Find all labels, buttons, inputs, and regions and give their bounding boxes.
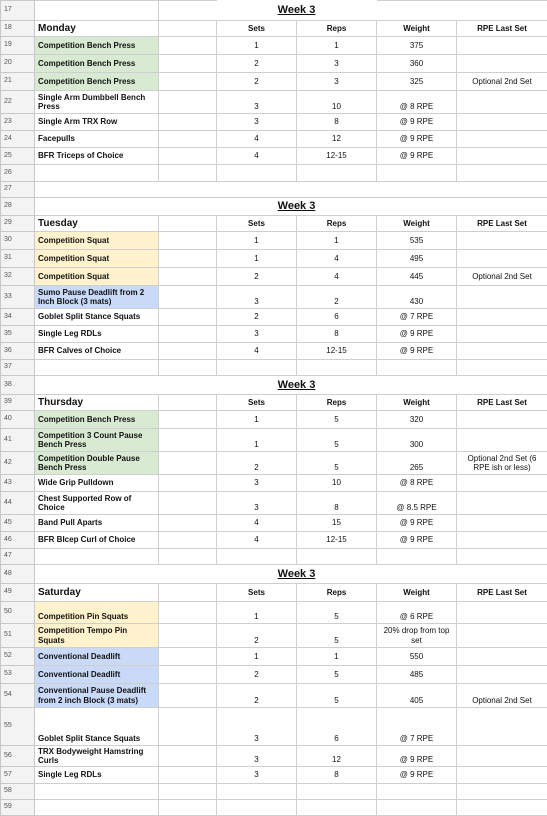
cell[interactable]	[159, 114, 217, 131]
header-reps[interactable]: Reps	[297, 395, 377, 411]
row-number[interactable]: 20	[1, 55, 35, 73]
reps-cell[interactable]: 4	[297, 268, 377, 286]
cell[interactable]	[159, 767, 217, 784]
row-number[interactable]: 37	[1, 360, 35, 376]
cell[interactable]	[159, 515, 217, 532]
day-name-tuesday[interactable]: Tuesday	[35, 216, 159, 232]
sets-cell[interactable]: 4	[217, 343, 297, 360]
cell[interactable]	[159, 21, 217, 37]
exercise-name[interactable]: Competition Bench Press	[35, 73, 159, 91]
exercise-name[interactable]: Wide Grip Pulldown	[35, 475, 159, 492]
cell[interactable]	[457, 182, 547, 198]
cell[interactable]	[159, 452, 217, 475]
reps-cell[interactable]: 12-15	[297, 532, 377, 549]
rpe-cell[interactable]	[457, 37, 547, 55]
row-number[interactable]: 59	[1, 800, 35, 816]
week-title[interactable]: Week 3	[217, 1, 377, 21]
cell[interactable]	[377, 182, 457, 198]
cell[interactable]	[159, 286, 217, 309]
rpe-cell[interactable]	[457, 648, 547, 666]
exercise-name[interactable]: Conventional Deadlift	[35, 666, 159, 684]
header-rpe[interactable]: RPE Last Set	[457, 395, 547, 411]
cell[interactable]	[35, 1, 159, 21]
cell[interactable]	[159, 429, 217, 452]
cell[interactable]	[457, 198, 547, 216]
sets-cell[interactable]: 3	[217, 286, 297, 309]
cell[interactable]	[35, 165, 159, 182]
cell[interactable]	[159, 309, 217, 326]
week-title[interactable]: Week 3	[217, 376, 377, 395]
weight-cell[interactable]: 405	[377, 684, 457, 708]
cell[interactable]	[159, 602, 217, 624]
row-number[interactable]: 49	[1, 584, 35, 602]
row-number[interactable]: 29	[1, 216, 35, 232]
row-number[interactable]: 42	[1, 452, 35, 475]
cell[interactable]	[159, 376, 217, 395]
cell[interactable]	[457, 1, 547, 21]
week-title[interactable]: Week 3	[217, 565, 377, 584]
day-name-monday[interactable]: Monday	[35, 21, 159, 37]
cell[interactable]	[159, 475, 217, 492]
cell[interactable]	[159, 360, 217, 376]
weight-cell[interactable]: @ 9 RPE	[377, 515, 457, 532]
header-rpe[interactable]: RPE Last Set	[457, 21, 547, 37]
sets-cell[interactable]: 4	[217, 131, 297, 148]
weight-cell[interactable]: @ 7 RPE	[377, 309, 457, 326]
exercise-name[interactable]: BFR Triceps of Choice	[35, 148, 159, 165]
weight-cell[interactable]: 300	[377, 429, 457, 452]
cell[interactable]	[297, 165, 377, 182]
exercise-name[interactable]: Competition Double Pause Bench Press	[35, 452, 159, 475]
rpe-cell[interactable]	[457, 343, 547, 360]
exercise-name[interactable]: BFR BIcep Curl of Choice	[35, 532, 159, 549]
reps-cell[interactable]: 8	[297, 492, 377, 515]
row-number[interactable]: 53	[1, 666, 35, 684]
sets-cell[interactable]: 3	[217, 746, 297, 767]
header-reps[interactable]: Reps	[297, 216, 377, 232]
cell[interactable]	[457, 360, 547, 376]
cell[interactable]	[159, 182, 217, 198]
reps-cell[interactable]: 5	[297, 411, 377, 429]
reps-cell[interactable]: 1	[297, 232, 377, 250]
reps-cell[interactable]: 12-15	[297, 343, 377, 360]
sets-cell[interactable]: 2	[217, 309, 297, 326]
row-number[interactable]: 28	[1, 198, 35, 216]
exercise-name[interactable]: Sumo Pause Deadlift from 2 Inch Block (3 mats)	[35, 286, 159, 309]
exercise-name[interactable]: Single Leg RDLs	[35, 767, 159, 784]
cell[interactable]	[159, 198, 217, 216]
exercise-name[interactable]: Competition Squat	[35, 250, 159, 268]
cell[interactable]	[159, 1, 217, 21]
row-number[interactable]: 32	[1, 268, 35, 286]
row-number[interactable]: 44	[1, 492, 35, 515]
header-reps[interactable]: Reps	[297, 584, 377, 602]
reps-cell[interactable]: 6	[297, 309, 377, 326]
row-number[interactable]: 30	[1, 232, 35, 250]
weight-cell[interactable]: 360	[377, 55, 457, 73]
row-number[interactable]: 51	[1, 624, 35, 648]
exercise-name[interactable]: Competition Tempo Pin Squats	[35, 624, 159, 648]
cell[interactable]	[217, 360, 297, 376]
cell[interactable]	[159, 37, 217, 55]
weight-cell[interactable]: 375	[377, 37, 457, 55]
row-number[interactable]: 57	[1, 767, 35, 784]
reps-cell[interactable]: 3	[297, 73, 377, 91]
weight-cell[interactable]: @ 9 RPE	[377, 746, 457, 767]
row-number[interactable]: 17	[1, 1, 35, 21]
header-weight[interactable]: Weight	[377, 584, 457, 602]
header-weight[interactable]: Weight	[377, 21, 457, 37]
rpe-cell[interactable]	[457, 746, 547, 767]
cell[interactable]	[217, 165, 297, 182]
rpe-cell[interactable]	[457, 232, 547, 250]
rpe-cell[interactable]: Optional 2nd Set (6 RPE ish or less)	[457, 452, 547, 475]
cell[interactable]	[159, 684, 217, 708]
cell[interactable]	[159, 565, 217, 584]
weight-cell[interactable]: 445	[377, 268, 457, 286]
sets-cell[interactable]: 3	[217, 114, 297, 131]
weight-cell[interactable]: @ 9 RPE	[377, 767, 457, 784]
row-number[interactable]: 35	[1, 326, 35, 343]
sets-cell[interactable]: 3	[217, 475, 297, 492]
exercise-name[interactable]: Band Pull Aparts	[35, 515, 159, 532]
rpe-cell[interactable]	[457, 114, 547, 131]
rpe-cell[interactable]	[457, 429, 547, 452]
sets-cell[interactable]: 3	[217, 326, 297, 343]
cell[interactable]	[377, 376, 457, 395]
sets-cell[interactable]: 4	[217, 532, 297, 549]
rpe-cell[interactable]	[457, 492, 547, 515]
exercise-name[interactable]: Competition Bench Press	[35, 37, 159, 55]
reps-cell[interactable]: 15	[297, 515, 377, 532]
day-name-thursday[interactable]: Thursday	[35, 395, 159, 411]
row-number[interactable]: 47	[1, 549, 35, 565]
weight-cell[interactable]: @ 9 RPE	[377, 114, 457, 131]
header-rpe[interactable]: RPE Last Set	[457, 584, 547, 602]
exercise-name[interactable]: Single Arm Dumbbell Bench Press	[35, 91, 159, 114]
sets-cell[interactable]: 1	[217, 429, 297, 452]
header-weight[interactable]: Weight	[377, 395, 457, 411]
sets-cell[interactable]: 2	[217, 684, 297, 708]
reps-cell[interactable]: 8	[297, 326, 377, 343]
cell[interactable]	[297, 800, 377, 816]
weight-cell[interactable]: 320	[377, 411, 457, 429]
reps-cell[interactable]: 3	[297, 55, 377, 73]
cell[interactable]	[377, 360, 457, 376]
reps-cell[interactable]: 10	[297, 91, 377, 114]
row-number[interactable]: 21	[1, 73, 35, 91]
cell[interactable]	[159, 326, 217, 343]
rpe-cell[interactable]	[457, 767, 547, 784]
cell[interactable]	[159, 91, 217, 114]
weight-cell[interactable]: 325	[377, 73, 457, 91]
cell[interactable]	[377, 800, 457, 816]
exercise-name[interactable]: Goblet Split Stance Squats	[35, 708, 159, 746]
cell[interactable]	[159, 250, 217, 268]
weight-cell[interactable]: @ 9 RPE	[377, 343, 457, 360]
cell[interactable]	[159, 411, 217, 429]
cell[interactable]	[297, 784, 377, 800]
reps-cell[interactable]: 4	[297, 250, 377, 268]
weight-cell[interactable]: 550	[377, 648, 457, 666]
sets-cell[interactable]: 2	[217, 268, 297, 286]
sets-cell[interactable]: 1	[217, 250, 297, 268]
cell[interactable]	[217, 784, 297, 800]
cell[interactable]	[457, 565, 547, 584]
cell[interactable]	[35, 549, 159, 565]
row-number[interactable]: 45	[1, 515, 35, 532]
rpe-cell[interactable]	[457, 55, 547, 73]
exercise-name[interactable]: BFR Calves of Choice	[35, 343, 159, 360]
sets-cell[interactable]: 2	[217, 55, 297, 73]
row-number[interactable]: 54	[1, 684, 35, 708]
cell[interactable]	[159, 216, 217, 232]
cell[interactable]	[35, 198, 159, 216]
header-sets[interactable]: Sets	[217, 21, 297, 37]
rpe-cell[interactable]	[457, 309, 547, 326]
row-number[interactable]: 50	[1, 602, 35, 624]
reps-cell[interactable]: 2	[297, 286, 377, 309]
rpe-cell[interactable]	[457, 411, 547, 429]
sets-cell[interactable]: 1	[217, 648, 297, 666]
reps-cell[interactable]: 8	[297, 767, 377, 784]
cell[interactable]	[457, 549, 547, 565]
row-number[interactable]: 38	[1, 376, 35, 395]
row-number[interactable]: 52	[1, 648, 35, 666]
reps-cell[interactable]: 8	[297, 114, 377, 131]
reps-cell[interactable]: 5	[297, 429, 377, 452]
cell[interactable]	[159, 800, 217, 816]
cell[interactable]	[457, 165, 547, 182]
exercise-name[interactable]: Conventional Deadlift	[35, 648, 159, 666]
cell[interactable]	[377, 198, 457, 216]
rpe-cell[interactable]	[457, 602, 547, 624]
weight-cell[interactable]: @ 8 RPE	[377, 91, 457, 114]
exercise-name[interactable]: Goblet Split Stance Squats	[35, 309, 159, 326]
header-sets[interactable]: Sets	[217, 216, 297, 232]
sets-cell[interactable]: 3	[217, 767, 297, 784]
sets-cell[interactable]: 1	[217, 411, 297, 429]
cell[interactable]	[159, 73, 217, 91]
row-number[interactable]: 48	[1, 565, 35, 584]
row-number[interactable]: 39	[1, 395, 35, 411]
sets-cell[interactable]: 1	[217, 602, 297, 624]
cell[interactable]	[35, 182, 159, 198]
cell[interactable]	[159, 584, 217, 602]
cell[interactable]	[377, 549, 457, 565]
cell[interactable]	[159, 395, 217, 411]
row-number[interactable]: 34	[1, 309, 35, 326]
cell[interactable]	[159, 148, 217, 165]
sets-cell[interactable]: 3	[217, 492, 297, 515]
cell[interactable]	[159, 268, 217, 286]
weight-cell[interactable]: 535	[377, 232, 457, 250]
exercise-name[interactable]: Competition Bench Press	[35, 411, 159, 429]
row-number[interactable]: 55	[1, 708, 35, 746]
cell[interactable]	[159, 648, 217, 666]
exercise-name[interactable]: Competition 3 Count Pause Bench Press	[35, 429, 159, 452]
sets-cell[interactable]: 4	[217, 515, 297, 532]
rpe-cell[interactable]	[457, 666, 547, 684]
reps-cell[interactable]: 12	[297, 746, 377, 767]
exercise-name[interactable]: Conventional Pause Deadlift from 2 inch Block (3 mats)	[35, 684, 159, 708]
cell[interactable]	[159, 666, 217, 684]
rpe-cell[interactable]	[457, 286, 547, 309]
exercise-name[interactable]: Chest Supported Row of Choice	[35, 492, 159, 515]
rpe-cell[interactable]	[457, 624, 547, 648]
exercise-name[interactable]: TRX Bodyweight Hamstring Curls	[35, 746, 159, 767]
cell[interactable]	[217, 549, 297, 565]
sets-cell[interactable]: 1	[217, 37, 297, 55]
reps-cell[interactable]: 6	[297, 708, 377, 746]
row-number[interactable]: 31	[1, 250, 35, 268]
row-number[interactable]: 33	[1, 286, 35, 309]
rpe-cell[interactable]	[457, 708, 547, 746]
weight-cell[interactable]: @ 8.5 RPE	[377, 492, 457, 515]
reps-cell[interactable]: 5	[297, 452, 377, 475]
rpe-cell[interactable]: Optional 2nd Set	[457, 268, 547, 286]
reps-cell[interactable]: 10	[297, 475, 377, 492]
header-weight[interactable]: Weight	[377, 216, 457, 232]
cell[interactable]	[159, 131, 217, 148]
header-reps[interactable]: Reps	[297, 21, 377, 37]
sets-cell[interactable]: 2	[217, 73, 297, 91]
cell[interactable]	[377, 165, 457, 182]
weight-cell[interactable]: 430	[377, 286, 457, 309]
sets-cell[interactable]: 4	[217, 148, 297, 165]
weight-cell[interactable]: @ 9 RPE	[377, 148, 457, 165]
sets-cell[interactable]: 2	[217, 452, 297, 475]
cell[interactable]	[159, 746, 217, 767]
weight-cell[interactable]: 485	[377, 666, 457, 684]
row-number[interactable]: 24	[1, 131, 35, 148]
weight-cell[interactable]: @ 8 RPE	[377, 475, 457, 492]
rpe-cell[interactable]	[457, 475, 547, 492]
rpe-cell[interactable]	[457, 148, 547, 165]
sets-cell[interactable]: 2	[217, 666, 297, 684]
weight-cell[interactable]: 265	[377, 452, 457, 475]
row-number[interactable]: 27	[1, 182, 35, 198]
cell[interactable]	[377, 1, 457, 21]
cell[interactable]	[217, 800, 297, 816]
exercise-name[interactable]: Competition Squat	[35, 268, 159, 286]
day-name-saturday[interactable]: Saturday	[35, 584, 159, 602]
exercise-name[interactable]: Facepulls	[35, 131, 159, 148]
cell[interactable]	[35, 800, 159, 816]
header-sets[interactable]: Sets	[217, 584, 297, 602]
exercise-name[interactable]: Competition Bench Press	[35, 55, 159, 73]
sets-cell[interactable]: 1	[217, 232, 297, 250]
weight-cell[interactable]: 20% drop from top set	[377, 624, 457, 648]
cell[interactable]	[297, 182, 377, 198]
cell[interactable]	[159, 549, 217, 565]
row-number[interactable]: 22	[1, 91, 35, 114]
weight-cell[interactable]: 495	[377, 250, 457, 268]
cell[interactable]	[159, 165, 217, 182]
weight-cell[interactable]: @ 7 RPE	[377, 708, 457, 746]
weight-cell[interactable]: @ 9 RPE	[377, 326, 457, 343]
cell[interactable]	[217, 182, 297, 198]
row-number[interactable]: 23	[1, 114, 35, 131]
row-number[interactable]: 19	[1, 37, 35, 55]
weight-cell[interactable]: @ 9 RPE	[377, 131, 457, 148]
reps-cell[interactable]: 5	[297, 602, 377, 624]
row-number[interactable]: 40	[1, 411, 35, 429]
row-number[interactable]: 25	[1, 148, 35, 165]
cell[interactable]	[159, 708, 217, 746]
rpe-cell[interactable]	[457, 326, 547, 343]
row-number[interactable]: 18	[1, 21, 35, 37]
cell[interactable]	[159, 532, 217, 549]
week-title[interactable]: Week 3	[217, 198, 377, 216]
cell[interactable]	[35, 376, 159, 395]
cell[interactable]	[297, 549, 377, 565]
rpe-cell[interactable]	[457, 250, 547, 268]
rpe-cell[interactable]: Optional 2nd Set	[457, 684, 547, 708]
row-number[interactable]: 56	[1, 746, 35, 767]
reps-cell[interactable]: 1	[297, 37, 377, 55]
rpe-cell[interactable]	[457, 91, 547, 114]
cell[interactable]	[35, 360, 159, 376]
exercise-name[interactable]: Single Leg RDLs	[35, 326, 159, 343]
cell[interactable]	[159, 492, 217, 515]
row-number[interactable]: 43	[1, 475, 35, 492]
header-rpe[interactable]: RPE Last Set	[457, 216, 547, 232]
cell[interactable]	[159, 624, 217, 648]
cell[interactable]	[377, 565, 457, 584]
reps-cell[interactable]: 5	[297, 684, 377, 708]
cell[interactable]	[457, 784, 547, 800]
sets-cell[interactable]: 2	[217, 624, 297, 648]
reps-cell[interactable]: 5	[297, 624, 377, 648]
header-sets[interactable]: Sets	[217, 395, 297, 411]
weight-cell[interactable]: @ 9 RPE	[377, 532, 457, 549]
cell[interactable]	[457, 376, 547, 395]
cell[interactable]	[159, 55, 217, 73]
cell[interactable]	[159, 784, 217, 800]
exercise-name[interactable]: Competition Pin Squats	[35, 602, 159, 624]
cell[interactable]	[457, 800, 547, 816]
row-number[interactable]: 58	[1, 784, 35, 800]
rpe-cell[interactable]	[457, 131, 547, 148]
row-number[interactable]: 26	[1, 165, 35, 182]
row-number[interactable]: 36	[1, 343, 35, 360]
reps-cell[interactable]: 1	[297, 648, 377, 666]
rpe-cell[interactable]	[457, 515, 547, 532]
rpe-cell[interactable]: Optional 2nd Set	[457, 73, 547, 91]
sets-cell[interactable]: 3	[217, 708, 297, 746]
cell[interactable]	[377, 784, 457, 800]
sets-cell[interactable]: 3	[217, 91, 297, 114]
reps-cell[interactable]: 5	[297, 666, 377, 684]
row-number[interactable]: 46	[1, 532, 35, 549]
cell[interactable]	[35, 784, 159, 800]
cell[interactable]	[159, 343, 217, 360]
cell[interactable]	[159, 232, 217, 250]
cell[interactable]	[35, 565, 159, 584]
weight-cell[interactable]: @ 6 RPE	[377, 602, 457, 624]
row-number[interactable]: 41	[1, 429, 35, 452]
reps-cell[interactable]: 12-15	[297, 148, 377, 165]
exercise-name[interactable]: Competition Squat	[35, 232, 159, 250]
rpe-cell[interactable]	[457, 532, 547, 549]
exercise-name[interactable]: Single Arm TRX Row	[35, 114, 159, 131]
cell[interactable]	[297, 360, 377, 376]
reps-cell[interactable]: 12	[297, 131, 377, 148]
